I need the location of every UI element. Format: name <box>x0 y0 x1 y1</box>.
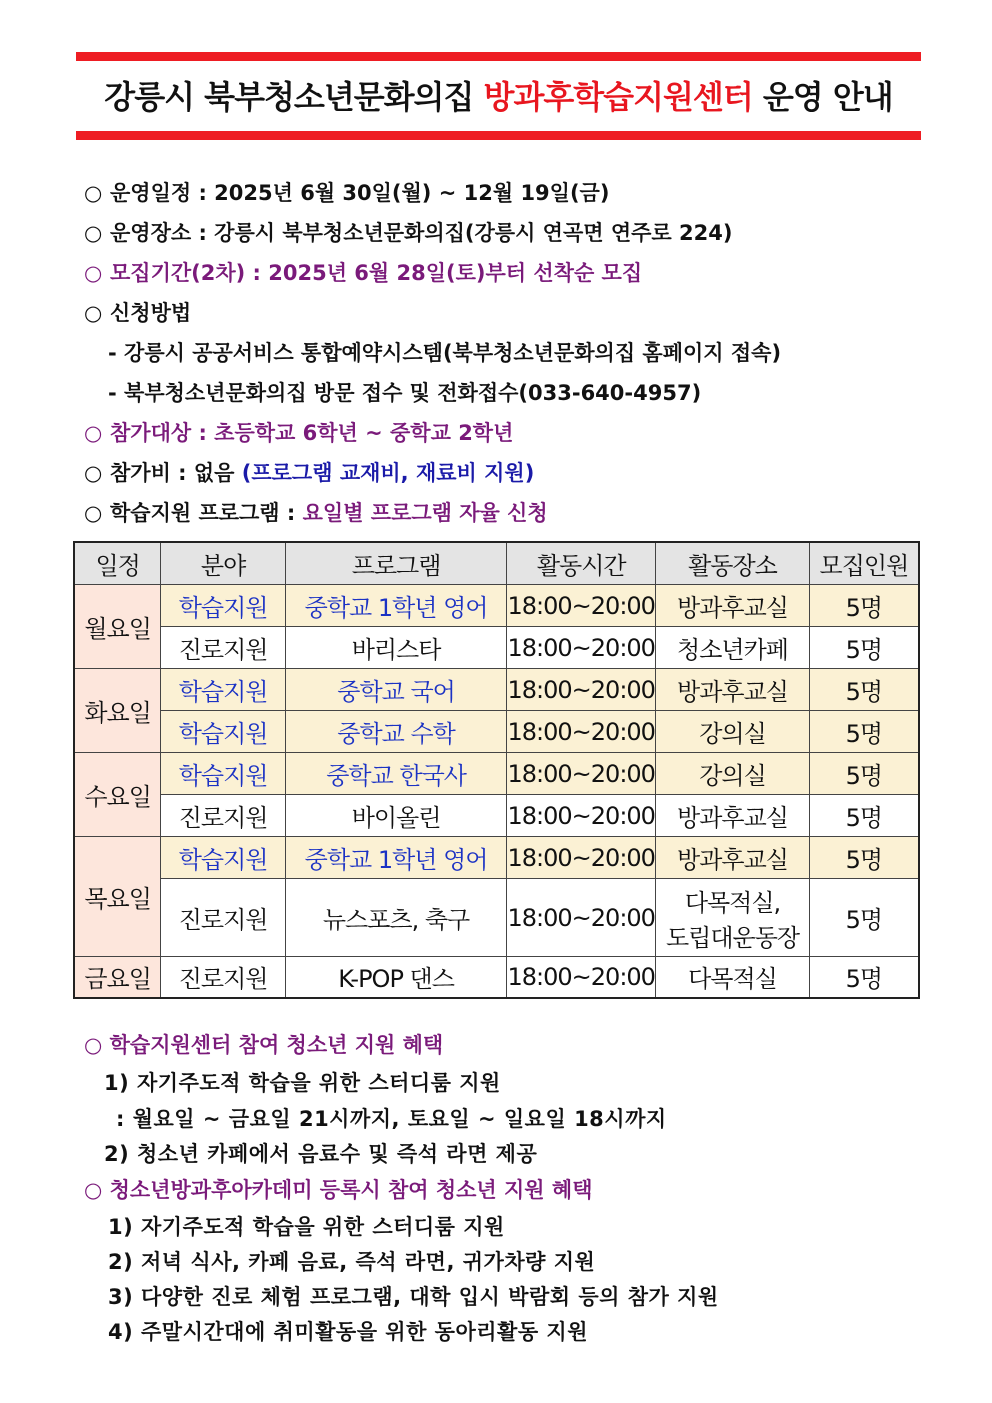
day-cell: 화요일 <box>74 669 161 753</box>
info-recruit-text: 모집기간(2차) : 2025년 6월 28일(토)부터 선착순 모집 <box>110 261 643 285</box>
table-row <box>74 795 919 837</box>
field-cell: 학습지원 <box>161 837 286 879</box>
table-row <box>74 753 919 795</box>
benefits-academy-item: 3) 다양한 진로 체험 프로그램, 대학 입시 박람회 등의 참가 지원 <box>108 1285 719 1309</box>
header-field: 분야 <box>161 542 286 585</box>
place-cell: 방과후교실 <box>656 669 810 711</box>
count-cell: 5명 <box>809 795 919 837</box>
title-prefix: 강릉시 북부청소년문화의집 <box>104 78 484 116</box>
apply-method-online: - 강릉시 공공서비스 통합예약시스템(북부청소년문화의집 홈페이지 접속) <box>108 341 782 365</box>
header-time: 활동시간 <box>507 542 656 585</box>
place-line: 도립대운동장 <box>665 923 800 952</box>
info-fee <box>84 457 944 487</box>
circle-bullet: ○ <box>84 221 103 245</box>
header-program: 프로그램 <box>285 542 506 585</box>
circle-bullet: ○ <box>84 181 103 205</box>
time-cell: 18:00~20:00 <box>507 669 656 711</box>
program-cell: 뉴스포츠, 축구 <box>285 879 506 957</box>
info-location-text: 운영장소 : 강릉시 북부청소년문화의집(강릉시 연곡면 연주로 224) <box>110 221 733 245</box>
field-cell: 학습지원 <box>161 669 286 711</box>
circle-bullet: ○ <box>84 501 103 525</box>
info-program-note: 요일별 프로그램 자율 신청 <box>302 501 548 525</box>
info-apply-text: 신청방법 <box>110 301 192 325</box>
time-cell: 18:00~20:00 <box>507 837 656 879</box>
benefits-academy-item: 4) 주말시간대에 취미활동을 위한 동아리활동 지원 <box>108 1320 588 1344</box>
place-cell: 방과후교실 <box>656 837 810 879</box>
count-cell: 5명 <box>809 753 919 795</box>
program-cell: K-POP 댄스 <box>285 957 506 998</box>
field-cell: 학습지원 <box>161 753 286 795</box>
day-cell: 수요일 <box>74 753 161 837</box>
info-recruit-period <box>84 257 944 287</box>
time-cell: 18:00~20:00 <box>507 627 656 669</box>
header-place: 활동장소 <box>656 542 810 585</box>
place-line: 다목적실, <box>684 888 781 917</box>
day-cell: 월요일 <box>74 585 161 669</box>
info-program <box>84 497 944 527</box>
benefits-academy-item: 2) 저녁 식사, 카페 음료, 즉석 라면, 귀가차량 지원 <box>108 1250 596 1274</box>
circle-bullet: ○ <box>84 461 103 485</box>
field-cell: 진로지원 <box>161 795 286 837</box>
header-count: 모집인원 <box>809 542 919 585</box>
place-cell: 강의실 <box>656 711 810 753</box>
count-cell: 5명 <box>809 711 919 753</box>
top-red-rule <box>76 52 921 61</box>
info-target-text: 참가대상 : 초등학교 6학년 ~ 중학교 2학년 <box>110 421 514 445</box>
day-cell: 금요일 <box>74 957 161 998</box>
benefits-center-heading: ○ 학습지원센터 참여 청소년 지원 혜택 <box>84 1033 444 1057</box>
table-row <box>74 957 919 998</box>
program-cell: 바리스타 <box>285 627 506 669</box>
benefits-academy-item: 1) 자기주도적 학습을 위한 스터디룸 지원 <box>108 1215 505 1239</box>
table-row <box>74 585 919 627</box>
benefits-center-item: 1) 자기주도적 학습을 위한 스터디룸 지원 <box>104 1071 501 1095</box>
benefits-academy-heading: ○ 청소년방과후아카데미 등록시 참여 청소년 지원 혜택 <box>84 1178 593 1202</box>
time-cell: 18:00~20:00 <box>507 795 656 837</box>
page-title <box>76 72 921 124</box>
apply-method-visit: - 북부청소년문화의집 방문 접수 및 전화접수(033-640-4957) <box>108 381 702 405</box>
count-cell: 5명 <box>809 837 919 879</box>
program-cell: 바이올린 <box>285 795 506 837</box>
count-cell: 5명 <box>809 957 919 998</box>
time-cell: 18:00~20:00 <box>507 711 656 753</box>
table-header-row <box>74 542 919 585</box>
info-target <box>84 417 944 447</box>
program-cell: 중학교 1학년 영어 <box>285 837 506 879</box>
day-cell: 목요일 <box>74 837 161 957</box>
place-cell <box>656 879 810 957</box>
circle-bullet: ○ <box>84 261 103 285</box>
program-cell: 중학교 수학 <box>285 711 506 753</box>
table-row <box>74 669 919 711</box>
field-cell: 진로지원 <box>161 627 286 669</box>
program-schedule-table <box>73 541 920 999</box>
field-cell: 학습지원 <box>161 585 286 627</box>
time-cell: 18:00~20:00 <box>507 585 656 627</box>
table-row <box>74 627 919 669</box>
title-suffix: 운영 안내 <box>752 78 893 116</box>
info-location <box>84 217 944 247</box>
time-cell: 18:00~20:00 <box>507 957 656 998</box>
program-cell: 중학교 1학년 영어 <box>285 585 506 627</box>
time-cell: 18:00~20:00 <box>507 753 656 795</box>
place-cell: 방과후교실 <box>656 585 810 627</box>
program-cell: 중학교 한국사 <box>285 753 506 795</box>
field-cell: 학습지원 <box>161 711 286 753</box>
circle-bullet: ○ <box>84 301 103 325</box>
table-row <box>74 711 919 753</box>
place-cell: 청소년카페 <box>656 627 810 669</box>
info-apply-method <box>84 297 944 327</box>
info-fee-label: 참가비 : 없음 <box>110 461 242 485</box>
table-row <box>74 837 919 879</box>
title-highlight: 방과후학습지원센터 <box>483 78 753 116</box>
place-cell: 다목적실 <box>656 957 810 998</box>
info-program-label: 학습지원 프로그램 : <box>110 501 303 525</box>
benefits-center-item: 2) 청소년 카페에서 음료수 및 즉석 라면 제공 <box>104 1142 538 1166</box>
info-fee-note: (프로그램 교재비, 재료비 지원) <box>241 461 535 485</box>
info-schedule-text: 운영일정 : 2025년 6월 30일(월) ~ 12월 19일(금) <box>110 181 610 205</box>
field-cell: 진로지원 <box>161 879 286 957</box>
place-cell: 강의실 <box>656 753 810 795</box>
bottom-red-rule <box>76 131 921 140</box>
count-cell: 5명 <box>809 669 919 711</box>
count-cell: 5명 <box>809 879 919 957</box>
count-cell: 5명 <box>809 585 919 627</box>
header-day: 일정 <box>74 542 161 585</box>
table-row <box>74 879 919 957</box>
time-cell: 18:00~20:00 <box>507 879 656 957</box>
circle-bullet: ○ <box>84 421 103 445</box>
info-schedule <box>84 177 944 207</box>
field-cell: 진로지원 <box>161 957 286 998</box>
benefits-center-item: : 월요일 ~ 금요일 21시까지, 토요일 ~ 일요일 18시까지 <box>116 1107 667 1131</box>
program-cell: 중학교 국어 <box>285 669 506 711</box>
count-cell: 5명 <box>809 627 919 669</box>
place-cell: 방과후교실 <box>656 795 810 837</box>
